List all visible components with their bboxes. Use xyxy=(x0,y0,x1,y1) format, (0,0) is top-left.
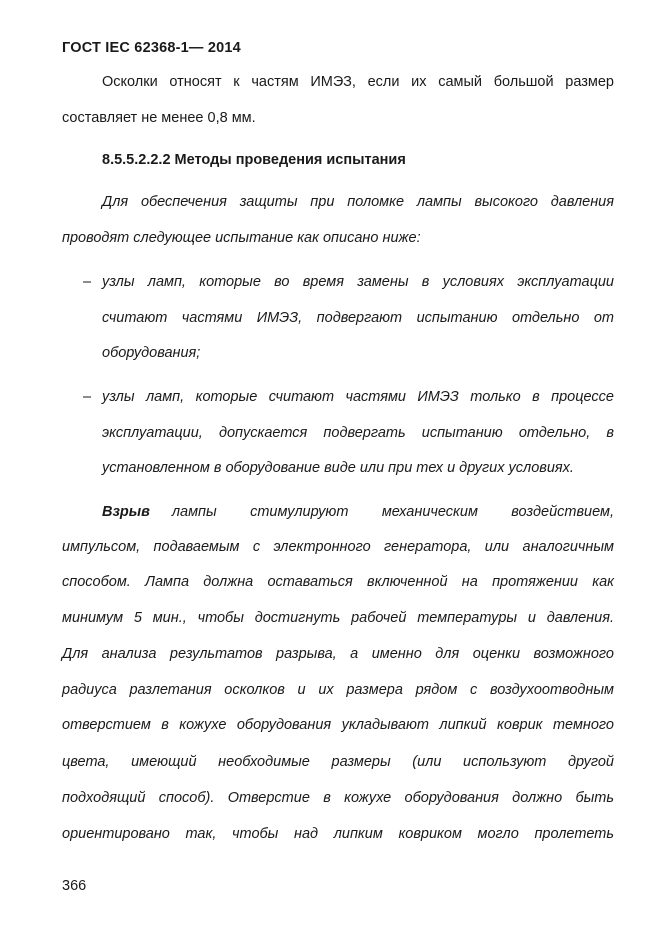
para2-line2: проводят следующее испытание как описано ниже: xyxy=(62,230,421,246)
para3-line5: Для анализа результатов разрыва, а именно для оценки возможного xyxy=(62,646,614,662)
list-item2-line2: эксплуатации, допускается подвергать испытанию отдельно, в xyxy=(102,425,614,441)
para3-line4: минимум 5 мин., чтобы достигнуть рабочей температуры и давления. xyxy=(62,610,614,626)
para3-line1 xyxy=(102,504,614,520)
para3-line2: импульсом, подаваемым с электронного генератора, или аналогичным xyxy=(62,539,614,555)
list-dash-1: – xyxy=(83,274,92,290)
para2-line1: Для обеспечения защиты при поломке лампы высокого давления xyxy=(102,194,614,210)
standard-header: ГОСТ IEC 62368-1— 2014 xyxy=(62,40,241,56)
para3-line8: цвета, имеющий необходимые размеры (или используют другой xyxy=(62,754,614,770)
list-item1-line2: считают частями ИМЭЗ, подвергают испытанию отдельно от xyxy=(102,310,614,326)
list-item2-line3: установленном в оборудование виде или при тех и других условиях. xyxy=(102,460,574,476)
para3-bold-word: Взрыв xyxy=(102,504,150,520)
para3-line7: отверстием в кожухе оборудования укладывают липкий коврик темного xyxy=(62,717,614,733)
para3-line1-rest: лампы стимулируют механическим воздействием, xyxy=(171,504,614,520)
page-number: 366 xyxy=(62,878,87,894)
list-item2-line1: узлы ламп, которые считают частями ИМЭЗ только в процессе xyxy=(102,389,614,405)
para3-line10: ориентировано так, чтобы над липким ковриком могло пролететь xyxy=(62,826,614,842)
list-item1-line1: узлы ламп, которые во время замены в условиях эксплуатации xyxy=(102,274,614,290)
para1-line2: составляет не менее 0,8 мм. xyxy=(62,110,256,126)
para3-line3: способом. Лампа должна оставаться включенной на протяжении как xyxy=(62,574,614,590)
para1-line1: Осколки относят к частям ИМЭЗ, если их самый большой размер xyxy=(102,74,614,90)
para3-line9: подходящий способ). Отверстие в кожухе оборудования должно быть xyxy=(62,790,614,806)
section-heading: 8.5.5.2.2.2 Методы проведения испытания xyxy=(102,152,406,168)
list-dash-2: – xyxy=(83,389,92,405)
list-item1-line3: оборудования; xyxy=(102,345,201,361)
para3-line6: радиуса разлетания осколков и их размера рядом с воздухоотводным xyxy=(62,682,614,698)
